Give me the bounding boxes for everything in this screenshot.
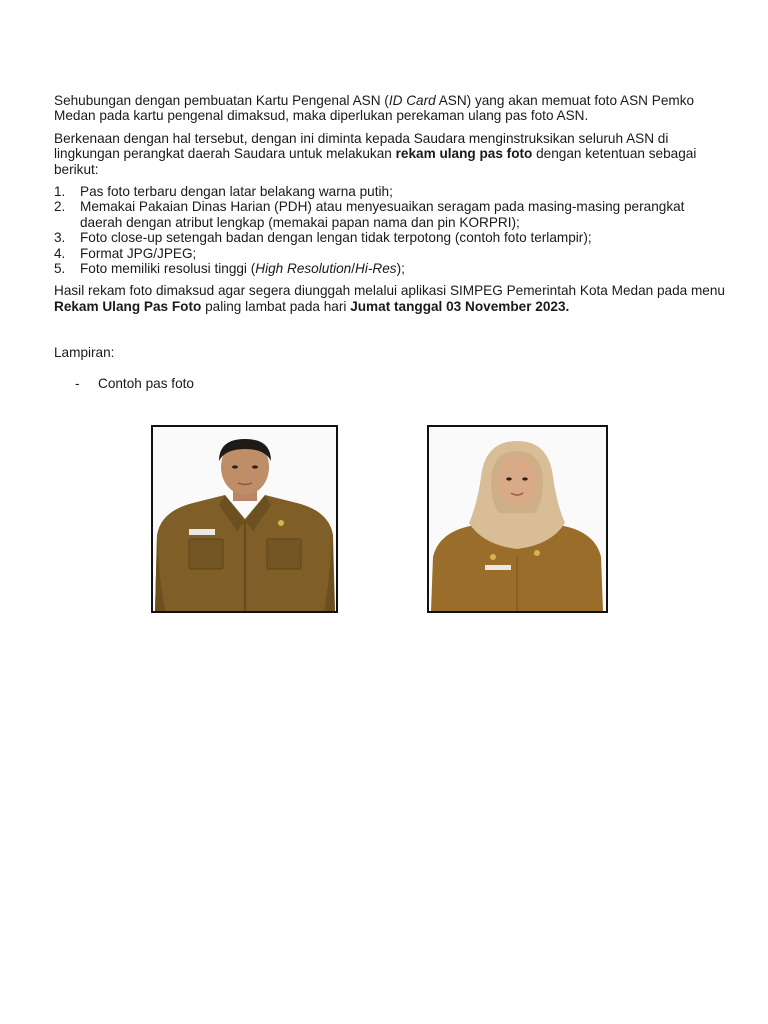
male-example-photo [151, 425, 338, 613]
attachment-label: Lampiran: [54, 345, 115, 361]
closing-paragraph [54, 283, 726, 314]
female-photo-image [429, 427, 606, 611]
deadline: Jumat tanggal 03 November 2023. [350, 298, 570, 314]
list-item [54, 230, 726, 245]
list-text: Pas foto terbaru dengan latar belakang warna putih; [80, 184, 393, 200]
intro-paragraph [54, 93, 726, 124]
list-text: Foto close-up setengah badan dengan lengan tidak terpotong (contoh foto terlampir); [80, 230, 592, 246]
list-number: 5. [54, 261, 66, 277]
attachment-item-text: Contoh pas foto [98, 375, 194, 391]
instruction-paragraph [54, 131, 726, 177]
list-italic: Hi-Res [355, 261, 397, 277]
closing-text-mid: paling lambat pada hari [201, 298, 351, 314]
instruction-emphasis: rekam ulang pas foto [395, 146, 533, 162]
list-text: Foto memiliki resolusi tinggi ( [80, 261, 256, 277]
list-item [54, 184, 726, 199]
intro-italic: ID Card [388, 93, 436, 108]
list-number: 2. [54, 199, 66, 215]
list-text-end: ); [396, 261, 405, 277]
list-number: 3. [54, 230, 66, 246]
list-item [54, 246, 726, 261]
letter-body [54, 93, 726, 391]
list-item [54, 261, 726, 276]
closing-text: Hasil rekam foto dimaksud agar segera diunggah melalui aplikasi SIMPEG Pemerintah Kota Medan pada menu [54, 283, 725, 299]
instruction-text-end: dengan ketentuan sebagai berikut: [54, 146, 697, 177]
intro-text: Sehubungan dengan pembuatan Kartu Pengenal ASN ( [54, 93, 389, 108]
female-example-photo [427, 425, 608, 613]
list-number: 4. [54, 245, 66, 261]
male-photo-image [153, 427, 336, 611]
list-text: Format JPG/JPEG; [80, 245, 197, 261]
dash-bullet: - [75, 375, 80, 391]
menu-name: Rekam Ulang Pas Foto [54, 298, 202, 314]
list-text: Memakai Pakaian Dinas Harian (PDH) atau menyesuaikan seragam pada masing-masing perangkat daerah dengan atribut lengkap (memakai papan nama dan pin KORPRI); [80, 199, 685, 230]
requirements-list [54, 184, 726, 276]
list-separator: / [351, 261, 356, 277]
intro-text-end: ASN) yang akan memuat foto ASN Pemko Medan pada kartu pengenal dimaksud, maka diperlukan perekaman ulang pas foto ASN. [54, 93, 695, 124]
attachment-item [54, 376, 726, 391]
list-italic: High Resolution [255, 261, 352, 277]
instruction-text: Berkenaan dengan hal tersebut, dengan ini diminta kepada Saudara menginstruksikan seluruh ASN di lingkungan perangkat daerah Saudara untuk melakukan [54, 130, 669, 162]
list-item [54, 199, 726, 230]
list-number: 1. [54, 184, 66, 200]
